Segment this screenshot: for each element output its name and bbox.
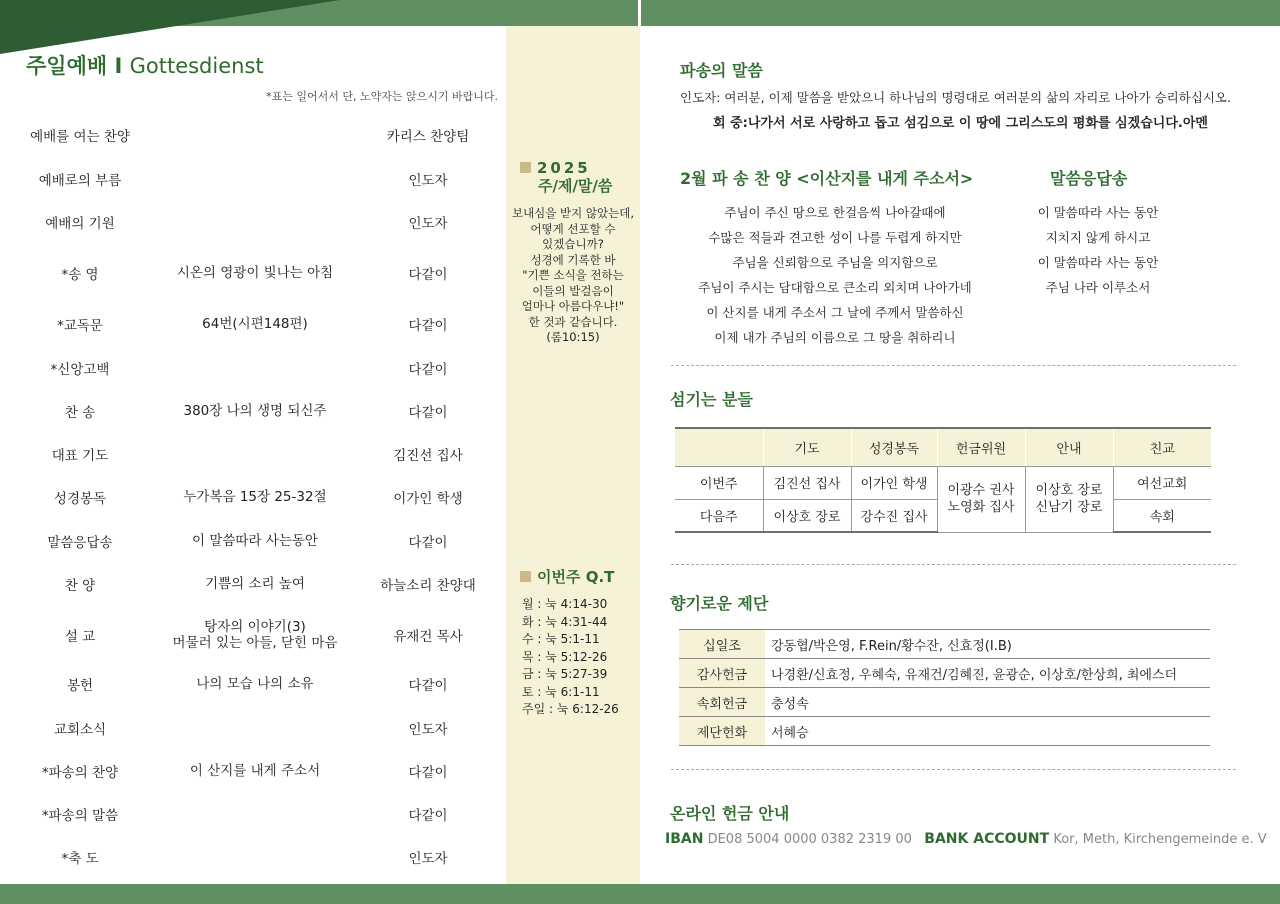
- lyric-line: 지치지 않게 하시고: [1045, 230, 1151, 245]
- offering-names: 서혜승: [765, 717, 1210, 746]
- prayer-this-week: 김진선 집사: [763, 466, 851, 499]
- page-title: [26, 50, 264, 80]
- header-offering: 헌금위원: [937, 428, 1025, 466]
- order-row: [0, 120, 506, 150]
- sending-song-lyrics: [665, 200, 1005, 350]
- lyric-line: 이 산지를 내게 주소서 그 날에 주께서 말씀하신: [706, 305, 964, 320]
- usher-cell: [1025, 466, 1113, 532]
- verse-line: 어떻게 선포할 수: [530, 221, 616, 236]
- order-detail: 누가복음 15장 25-32절: [183, 489, 327, 505]
- verse-line: 얼마나 아름다우냐!": [521, 299, 625, 313]
- lyric-line: 이제 내가 주님의 이름으로 그 땅을 취하리니: [714, 330, 956, 345]
- header-usher: 안내: [1025, 428, 1113, 466]
- title-separator: I: [114, 54, 123, 78]
- lyric-line: 수많은 적들과 견고한 성이 나를 두렵게 하지만: [708, 230, 962, 245]
- sermon-title: 탕자의 이야기(3): [204, 619, 306, 635]
- header-prayer: 기도: [763, 428, 851, 466]
- order-detail: 이 말씀따라 사는동안: [192, 533, 318, 549]
- order-leader: 인도자: [408, 722, 448, 738]
- bottom-green-bar: [0, 884, 1280, 904]
- order-detail: 64번(시편148편): [202, 316, 308, 332]
- order-detail: 380장 나의 생명 되신주: [183, 403, 327, 419]
- order-row: [0, 669, 506, 699]
- order-detail: 나의 모습 나의 소유: [196, 676, 314, 692]
- usher-name: 신남기 장로: [1035, 500, 1103, 515]
- order-row: [0, 618, 506, 652]
- order-leader: 유재건 목사: [393, 629, 463, 645]
- verse-line: 이들의 발걸음이: [532, 283, 614, 298]
- order-item: 봉헌: [66, 678, 94, 694]
- offering-title: 향기로운 제단: [670, 594, 769, 613]
- offering-row: [679, 630, 1210, 659]
- qt-title: 이번주 Q.T: [537, 568, 615, 586]
- response-song-lyrics: [1008, 200, 1188, 300]
- qt-list: [522, 596, 619, 719]
- qt-item: 월 : 눅 4:14-30: [522, 597, 608, 611]
- order-item: *축 도: [61, 851, 99, 867]
- order-item: 예배의 기원: [45, 216, 115, 232]
- offering-names: 나경환/신효정, 우혜숙, 유재건/김혜진, 윤광순, 이상호/한상희, 최에스더: [765, 659, 1210, 688]
- title-korean: 주일예배: [26, 54, 108, 78]
- reading-next-week: 강수진 집사: [851, 499, 937, 532]
- offering-row: [679, 659, 1210, 688]
- offering-table: [679, 629, 1210, 746]
- section-divider: [671, 769, 1236, 770]
- row-label-next-week: 다음주: [675, 499, 763, 532]
- order-leader: 다같이: [408, 678, 448, 694]
- offering-name: 이광수 권사: [947, 483, 1015, 498]
- order-item: 말씀응답송: [47, 535, 113, 551]
- lyric-line: 이 말씀따라 사는 동안: [1037, 255, 1159, 270]
- order-leader: 다같이: [408, 267, 448, 283]
- order-row: [0, 569, 506, 599]
- lyric-line: 이 말씀따라 사는 동안: [1037, 205, 1159, 220]
- sending-song-title: 2월 파 송 찬 양 <이산지를 내게 주소서>: [680, 169, 974, 188]
- sermon-subtitle: 머물러 있는 아들, 닫힌 마음: [172, 635, 338, 651]
- lyric-line: 주님이 주신 땅으로 한걸음씩 나아갈때에: [724, 205, 946, 220]
- order-item: 교회소식: [53, 722, 107, 738]
- iban-value: DE08 5004 0000 0382 2319 00: [707, 832, 912, 847]
- square-bullet-icon: [520, 571, 531, 582]
- online-offering-title: 온라인 헌금 안내: [670, 804, 790, 823]
- order-leader: 인도자: [408, 216, 448, 232]
- order-row: [0, 526, 506, 556]
- theme-year: 2025: [537, 159, 591, 177]
- offering-label: 감사헌금: [679, 659, 765, 688]
- verse-line: (롬10:15): [546, 330, 600, 344]
- right-panel: [641, 26, 1280, 884]
- theme-label: 주/제/말/씀: [538, 177, 613, 195]
- qt-heading: [520, 569, 614, 586]
- row-label-this-week: 이번주: [675, 466, 763, 499]
- order-row: [0, 309, 506, 339]
- order-leader: 다같이: [408, 362, 448, 378]
- top-fold-divider: [638, 0, 641, 26]
- order-leader: 인도자: [408, 851, 448, 867]
- offering-label: 십일조: [679, 630, 765, 659]
- order-leader: 다같이: [408, 535, 448, 551]
- offering-names: 강동협/박은영, F.Rein/황수잔, 신효정(I.B): [765, 630, 1210, 659]
- bank-info: [665, 831, 1267, 847]
- benediction-congregation-text: 회 중:나가서 서로 사랑하고 돕고 섬김으로 이 땅에 그리스도의 평화를 심겠습니다.아멘: [713, 116, 1208, 131]
- order-row: [0, 396, 506, 426]
- order-detail: 기쁨의 소리 높여: [205, 576, 305, 592]
- verse-line: "기쁜 소식을 전하는: [522, 268, 624, 282]
- reading-this-week: 이가인 학생: [851, 466, 937, 499]
- order-item: 예배를 여는 찬양: [30, 129, 130, 145]
- theme-verse-panel: [506, 26, 640, 884]
- benediction-leader-text: 인도자: 여러분, 이제 말씀을 받았으니 하나님의 명령대로 여러분의 삶의 자리로 나아가 승리하십시오.: [680, 90, 1231, 105]
- qt-item: 금 : 눅 5:27-39: [522, 667, 608, 681]
- square-bullet-icon: [520, 162, 531, 173]
- order-item: *송 영: [61, 267, 99, 283]
- order-leader: 카리스 찬양팀: [386, 129, 470, 145]
- order-leader: 이가인 학생: [393, 491, 463, 507]
- order-item: *교독문: [57, 318, 103, 334]
- servers-header-row: [675, 428, 1211, 466]
- order-row: [0, 482, 506, 512]
- title-german: Gottesdienst: [129, 54, 264, 78]
- offering-name: 노영화 집사: [947, 500, 1015, 515]
- usher-name: 이상호 장로: [1035, 483, 1103, 498]
- header-fellowship: 친교: [1113, 428, 1211, 466]
- order-row: [0, 207, 506, 237]
- lyric-line: 주님을 신뢰함으로 주님을 의지함으로: [732, 255, 938, 270]
- order-detail: 이 산지를 내게 주소서: [189, 763, 321, 779]
- bank-account-label: BANK ACCOUNT: [924, 831, 1050, 847]
- section-divider: [671, 365, 1236, 366]
- order-row: [0, 756, 506, 786]
- order-detail: 시온의 영광이 빛나는 아침: [176, 265, 334, 281]
- order-leader: 하늘소리 찬양대: [380, 578, 476, 594]
- offering-row: [679, 717, 1210, 746]
- offering-label: 제단헌화: [679, 717, 765, 746]
- qt-item: 주일 : 눅 6:12-26: [522, 702, 619, 716]
- offering-cell: [937, 466, 1025, 532]
- lyric-line: 주님 나라 이루소서: [1045, 280, 1151, 295]
- offering-row: [679, 688, 1210, 717]
- prayer-next-week: 이상호 장로: [763, 499, 851, 532]
- benediction-title: 파송의 말씀: [680, 61, 763, 80]
- order-leader: 다같이: [408, 318, 448, 334]
- sermon-detail: [160, 619, 350, 651]
- order-leader: 다같이: [408, 765, 448, 781]
- theme-verse: [506, 206, 640, 346]
- theme-heading: [520, 160, 591, 177]
- order-row: [0, 353, 506, 383]
- lyric-line: 주님이 주시는 담대함으로 큰소리 외치며 나아가네: [698, 280, 972, 295]
- section-divider: [671, 564, 1236, 565]
- order-leader: 다같이: [408, 405, 448, 421]
- order-item: 설 교: [64, 629, 96, 645]
- servers-title: 섬기는 분들: [670, 390, 753, 409]
- header-blank: [675, 428, 763, 466]
- qt-item: 목 : 눅 5:12-26: [522, 649, 608, 664]
- offering-label: 속회헌금: [679, 688, 765, 717]
- qt-item: 토 : 눅 6:1-11: [522, 684, 600, 699]
- iban-label: IBAN: [665, 831, 704, 847]
- qt-item: 수 : 눅 5:1-11: [522, 632, 600, 646]
- order-leader: 인도자: [408, 173, 448, 189]
- order-item: *신앙고백: [50, 362, 110, 378]
- order-row: [0, 842, 506, 872]
- verse-line: 있겠습니까?: [542, 237, 604, 251]
- servers-row-this-week: [675, 466, 1211, 499]
- qt-item: 화 : 눅 4:31-44: [522, 614, 608, 629]
- order-row: [0, 439, 506, 469]
- order-leader: 다같이: [408, 808, 448, 824]
- order-row: [0, 258, 506, 288]
- verse-line: 한 것과 같습니다.: [528, 314, 618, 329]
- bank-account-value: Kor, Meth, Kirchengemeinde e. V: [1053, 832, 1267, 847]
- order-item: 찬 송: [64, 405, 96, 421]
- verse-line: 보내심을 받지 않았는데,: [511, 206, 635, 220]
- fellowship-next-week: 속회: [1113, 499, 1211, 532]
- order-item: 성경봉독: [53, 491, 107, 507]
- servers-table: [675, 427, 1211, 533]
- order-row: [0, 713, 506, 743]
- order-item: *파송의 말씀: [41, 808, 119, 824]
- order-item: 예배로의 부름: [38, 173, 122, 189]
- worship-order-panel: [0, 26, 506, 884]
- order-item: *파송의 찬양: [41, 765, 119, 781]
- order-item: 찬 양: [64, 578, 96, 594]
- fellowship-this-week: 여선교회: [1113, 466, 1211, 499]
- offering-names: 충성속: [765, 688, 1210, 717]
- order-row: [0, 799, 506, 829]
- order-row: [0, 164, 506, 194]
- response-song-title: 말씀응답송: [1050, 169, 1128, 188]
- order-leader: 김진선 집사: [393, 448, 463, 464]
- verse-line: 성경에 기록한 바: [530, 252, 616, 267]
- standing-note: *표는 일어서서 단, 노약자는 앉으시기 바랍니다.: [266, 90, 498, 103]
- order-item: 대표 기도: [51, 448, 109, 464]
- header-reading: 성경봉독: [851, 428, 937, 466]
